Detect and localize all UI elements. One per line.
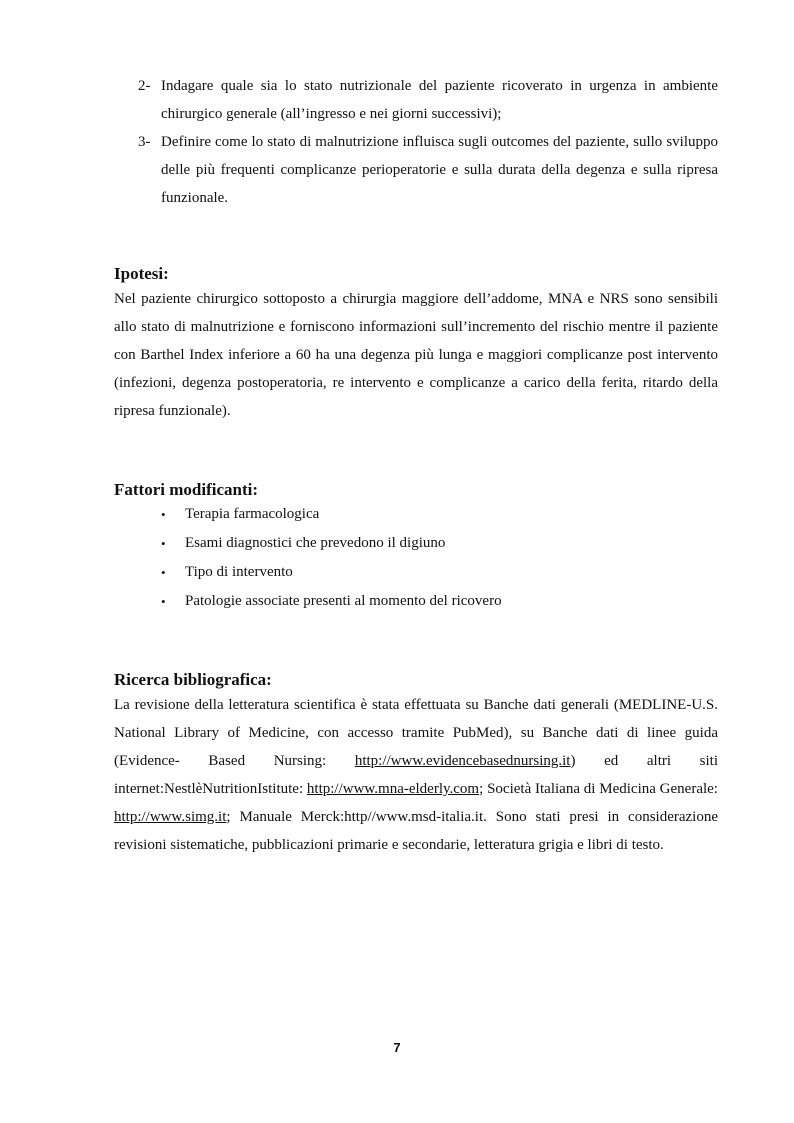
- list-item: [160, 500, 502, 529]
- list-item: [160, 558, 502, 587]
- bullet-icon: •: [161, 536, 166, 551]
- ricerca-text: La revisione della letteratura scientifica è stata effettuata su Banche dati generali (MEDLINE-U.S. National Library of Medicine, con accesso tramite PubMed), su Banche dati di linee guida (Evidence- Based Nursing:: [114, 697, 718, 769]
- page-number: 7: [393, 1040, 401, 1055]
- ricerca-heading: Ricerca bibliografica:: [114, 670, 272, 689]
- ricerca-text: ; Società Italiana di Medicina Generale:: [479, 781, 718, 797]
- objective-text: Indagare quale sia lo stato nutrizionale del paziente ricoverato in urgenza in ambiente chirurgico generale (all’ingresso e nei giorni successivi);: [161, 78, 718, 122]
- objectives-list: [138, 72, 718, 212]
- objective-number: 3-: [138, 134, 151, 150]
- bullet-icon: •: [161, 594, 166, 609]
- objective-text: Definire come lo stato di malnutrizione influisca sugli outcomes del paziente, sullo sviluppo delle più frequenti complicanze perioperatorie e sulla durata della degenza e sulla ripresa funzionale.: [161, 134, 718, 206]
- list-item-text: Tipo di intervento: [185, 564, 293, 580]
- fattori-heading: Fattori modificanti:: [114, 480, 258, 499]
- list-item-text: Esami diagnostici che prevedono il digiuno: [185, 535, 446, 551]
- ipotesi-paragraph: Nel paziente chirurgico sottoposto a chirurgia maggiore dell’addome, MNA e NRS sono sensibili allo stato di malnutrizione e forniscono informazioni sull’incremento del rischio mentre il paziente con Barthel Index inferiore a 60 ha una degenza più lunga e maggiori complicanze post intervento (infezioni, degenza postoperatoria, re intervento e complicanze a carico della ferita, ritardo della ripresa funzionale).: [114, 291, 718, 419]
- fattori-list: [160, 500, 502, 616]
- ricerca-text: ; Manuale Merck:http//www.msd-italia.it. Sono stati presi in considerazione revisioni sistematiche, pubblicazioni primarie e secondarie, letteratura grigia e libri di testo.: [114, 809, 718, 853]
- ricerca-text: ) ed altri siti internet:NestlèNutritionIstitute:: [114, 753, 718, 797]
- objective-number: 2-: [138, 78, 151, 94]
- ipotesi-heading: Ipotesi:: [114, 264, 169, 283]
- list-item: [160, 587, 502, 616]
- evidencebasednursing-link[interactable]: http://www.evidencebasednursing.it: [354, 753, 571, 769]
- list-item-text: Terapia farmacologica: [185, 506, 320, 522]
- simg-link[interactable]: http://www.simg.it: [114, 809, 227, 825]
- list-item: [160, 529, 502, 558]
- ricerca-paragraph: [114, 691, 718, 859]
- mna-elderly-link[interactable]: http://www.mna-elderly.com: [306, 781, 480, 797]
- objective-item: [138, 72, 718, 128]
- list-item-text: Patologie associate presenti al momento del ricovero: [185, 593, 502, 609]
- bullet-icon: •: [161, 565, 166, 580]
- bullet-icon: •: [161, 507, 166, 522]
- objective-item: [138, 128, 718, 212]
